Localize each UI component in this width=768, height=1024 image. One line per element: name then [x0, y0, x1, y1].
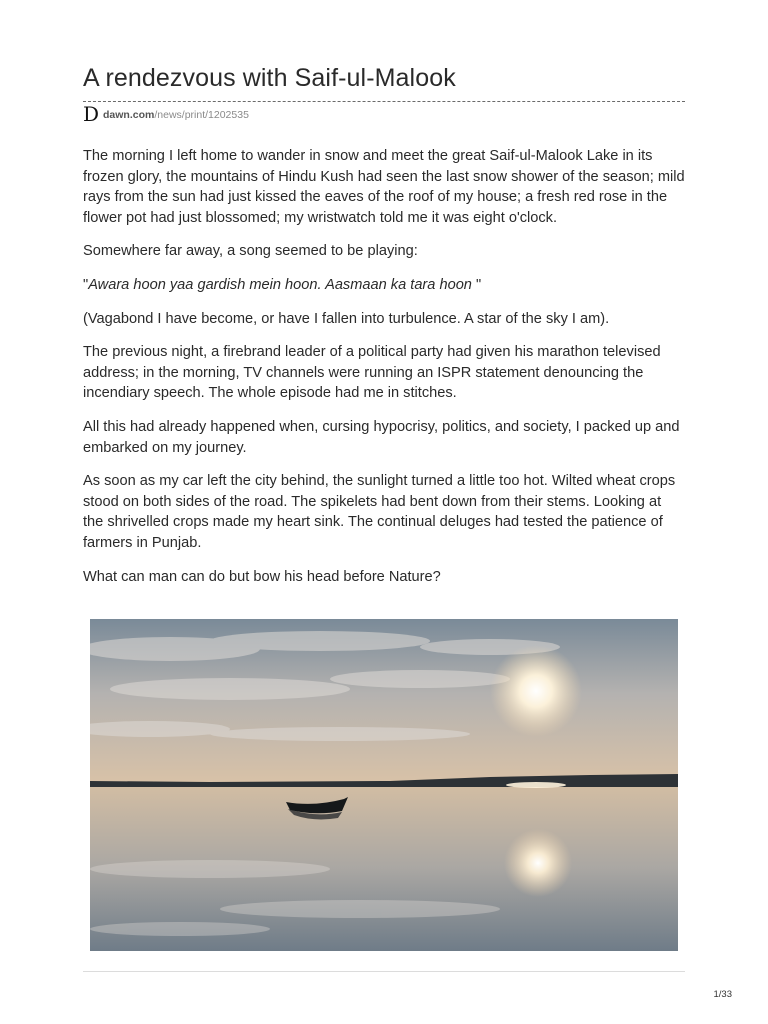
lake-photo — [90, 619, 678, 951]
song-lyric — [83, 275, 685, 296]
article-title: A rendezvous with Saif-ul-Malook — [83, 64, 456, 92]
paragraph: What can man can do but bow his head before Nature? — [83, 568, 441, 585]
footer-divider — [83, 971, 685, 972]
lyric-close-quote: " — [475, 276, 482, 293]
paragraph: (Vagabond I have become, or have I fallen into turbulence. A star of the sky I am). — [83, 310, 610, 327]
source-path: /news/print/1202535 — [154, 109, 249, 121]
source-url[interactable] — [103, 109, 249, 121]
dawn-logo-icon: D — [83, 102, 100, 126]
paragraph: As soon as my car left the city behind, the sunlight turned a little too hot. Wilted wheat crops stood on both sides of the road. The spikelets had bent down from their stems. Looking at the shrivelled crops made my heart sink. The continual deluges had tested the patience of farmers in Punjab. — [83, 473, 676, 551]
source-line — [83, 104, 249, 124]
paragraph: The morning I left home to wander in snow and meet the great Saif-ul-Malook Lake in its frozen glory, the mountains of Hindu Kush had seen the last snow shower of the season; mild rays from the sun had just kissed the eaves of the roof of my house; a fresh red rose in the flower pot had just blossomed; my wristwatch told me it was eight o'clock. — [83, 148, 685, 226]
source-domain: dawn.com — [103, 109, 155, 121]
paragraph: Somewhere far away, a song seemed to be playing: — [83, 243, 418, 260]
lyric-open-quote: " — [83, 276, 89, 293]
paragraph: All this had already happened when, cursing hypocrisy, politics, and society, I packed up and embarked on my journey. — [83, 418, 680, 456]
paragraph: The previous night, a firebrand leader of a political party had given his marathon televised address; in the morning, TV channels were running an ISPR statement denouncing the incendiary speech. The whole episode had me in stitches. — [83, 344, 661, 402]
page-number: 1/33 — [713, 989, 732, 1000]
title-divider — [83, 101, 685, 102]
article-body — [83, 146, 685, 600]
lyric-text: Awara hoon yaa gardish mein hoon. Aasmaan ka tara hoon — [88, 276, 476, 293]
